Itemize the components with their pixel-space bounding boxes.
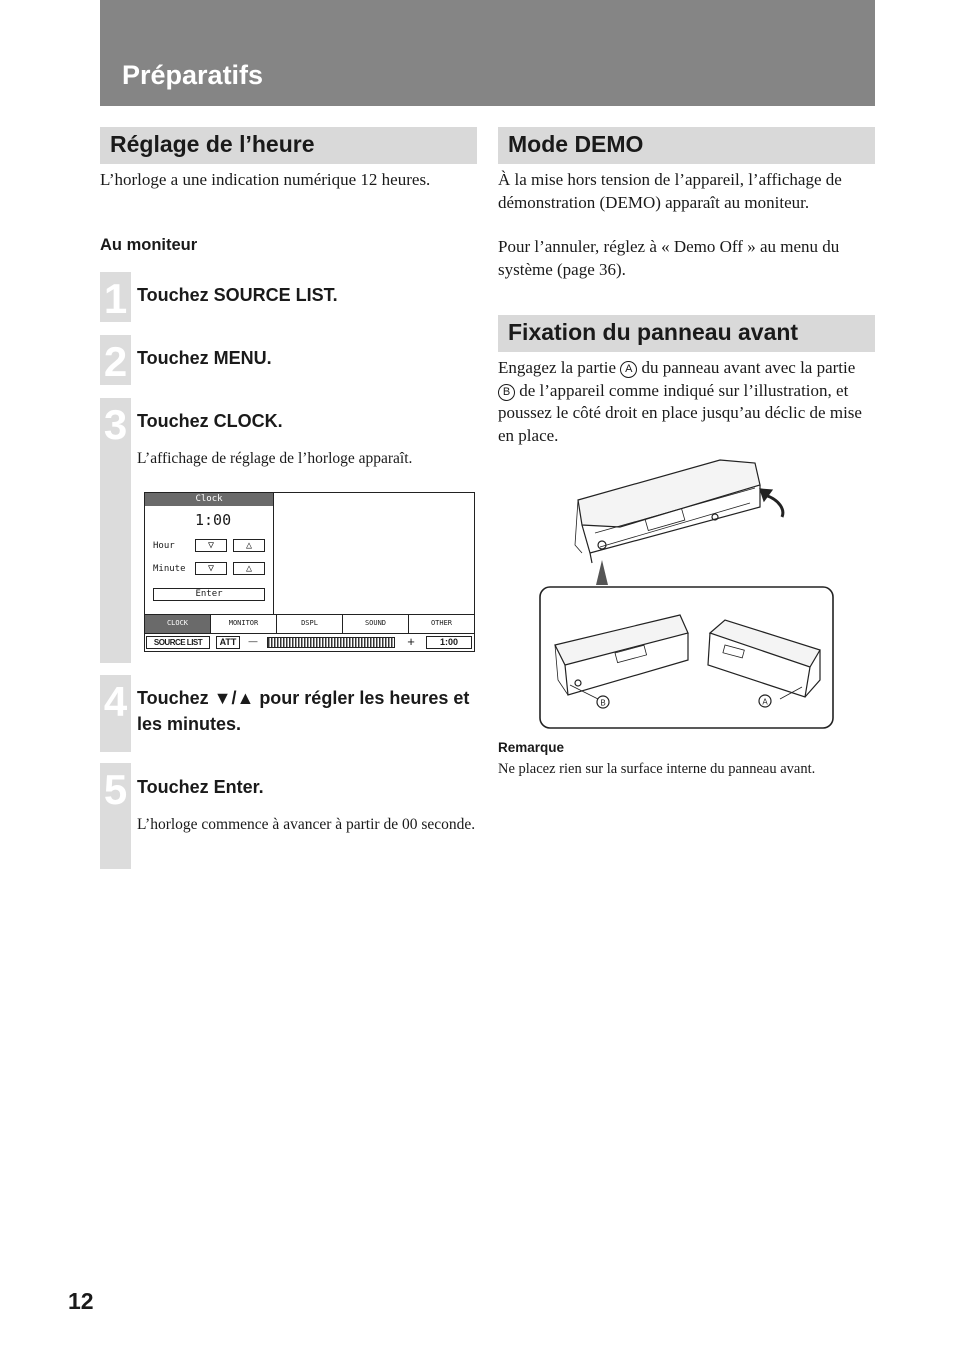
front-panel-illustration: [520, 455, 850, 735]
part-b-marker: B: [498, 384, 515, 401]
note-title: Remarque: [498, 740, 565, 755]
section-title-demo: Mode DEMO: [498, 127, 875, 164]
down-up-arrow-icon: ▼/▲: [213, 688, 255, 708]
volume-minus-button[interactable]: —: [248, 636, 258, 646]
clock-time-display: 1:00: [195, 511, 232, 529]
note-text: Ne placez rien sur la surface interne du panneau avant.: [498, 761, 816, 777]
minute-up-button[interactable]: △: [233, 562, 265, 575]
tab-clock[interactable]: CLOCK: [145, 615, 211, 633]
step-number-4: 4: [103, 678, 128, 725]
tab-monitor[interactable]: MONITOR: [211, 615, 277, 633]
illustration-marker-a: A: [762, 697, 768, 707]
page-title: Préparatifs: [122, 60, 264, 90]
step-title-4: [137, 685, 482, 737]
tab-sound[interactable]: SOUND: [343, 615, 409, 633]
page-header: [100, 0, 875, 106]
clock-panel-title: Clock: [145, 493, 273, 506]
att-button[interactable]: ATT: [216, 636, 240, 649]
step-number-2: 2: [103, 338, 128, 385]
step-number-3: 3: [103, 401, 128, 448]
step-title-3: Touchez CLOCK.: [137, 411, 283, 431]
step-number-1: 1: [103, 275, 128, 322]
section-title-clock: Réglage de l’heure: [100, 127, 477, 164]
step-title-2: Touchez MENU.: [137, 348, 272, 368]
tab-other[interactable]: OTHER: [430, 619, 453, 627]
minute-down-button[interactable]: ▽: [195, 562, 227, 575]
step-title-5: Touchez Enter.: [137, 777, 264, 797]
step-note-3: L’affichage de réglage de l’horloge apparaît.: [137, 450, 413, 467]
page-number: 12: [68, 1288, 94, 1314]
clock-screen-illustration: [144, 492, 475, 652]
demo-text-2: Pour l’annuler, réglez à « Demo Off » au menu du système (page 36).: [498, 237, 840, 279]
hour-label: Hour: [153, 541, 175, 551]
clock-panel: [145, 493, 274, 614]
monitor-subhead: Au moniteur: [100, 236, 198, 254]
step-title-4-before: Touchez: [137, 688, 214, 708]
screen-bottom-bar: [145, 633, 474, 652]
section-title-front-panel: Fixation du panneau avant: [498, 315, 875, 352]
tab-dspl[interactable]: DSPL: [277, 615, 343, 633]
illustration-marker-b: B: [600, 698, 606, 708]
source-list-button[interactable]: SOURCE LIST: [146, 636, 210, 649]
enter-button[interactable]: Enter: [153, 588, 265, 601]
demo-text-1: À la mise hors tension de l’appareil, l’affichage de démonstration (DEMO) apparaît au moniteur.: [498, 170, 842, 212]
front-panel-text-b: du panneau avant avec la partie: [637, 358, 856, 377]
front-panel-text: [498, 357, 873, 447]
front-panel-text-a: Engagez la partie: [498, 358, 621, 377]
bottom-time-display: 1:00: [426, 636, 472, 649]
clock-intro: L’horloge a une indication numérique 12 heures.: [100, 170, 431, 189]
step-title-1: Touchez SOURCE LIST.: [137, 285, 338, 305]
volume-plus-button[interactable]: +: [407, 634, 415, 649]
menu-tabs: [145, 614, 474, 633]
minute-label: Minute: [153, 564, 186, 574]
hour-up-button[interactable]: △: [233, 539, 265, 552]
front-panel-text-c: de l’appareil comme indiqué sur l’illustration, et poussez le côté droit en place jusqu’au déclic de mise en place.: [498, 380, 862, 445]
hour-down-button[interactable]: ▽: [195, 539, 227, 552]
step-title-4-after: pour régler les heures et les minutes.: [137, 688, 470, 734]
step-number-5: 5: [103, 766, 128, 813]
step-note-5: L’horloge commence à avancer à partir de 00 seconde.: [137, 816, 476, 833]
volume-bar: [267, 637, 395, 648]
part-a-marker: A: [620, 361, 637, 378]
